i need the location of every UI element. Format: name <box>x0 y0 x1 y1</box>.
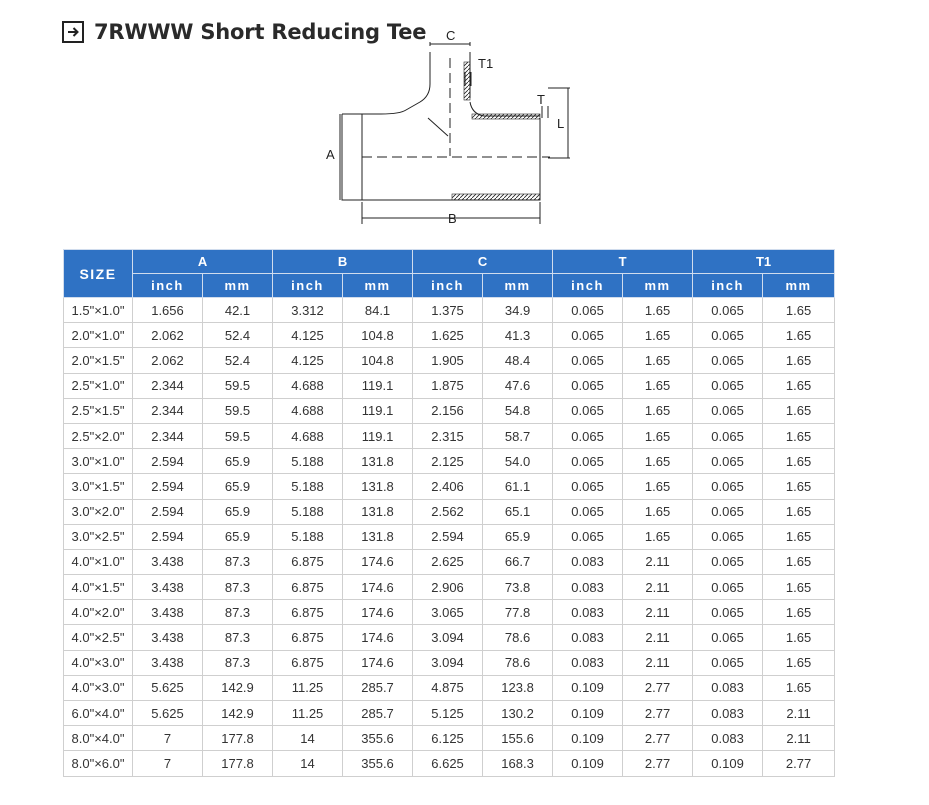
table-cell: 104.8 <box>343 348 413 373</box>
size-cell: 4.0"×1.0" <box>64 549 133 574</box>
table-cell: 123.8 <box>483 675 553 700</box>
size-cell: 4.0"×3.0" <box>64 650 133 675</box>
table-header-groups <box>64 250 835 274</box>
table-cell: 174.6 <box>343 650 413 675</box>
table-cell: 0.083 <box>553 549 623 574</box>
table-cell: 54.0 <box>483 449 553 474</box>
dim-label-c: C <box>446 28 456 43</box>
table-row <box>64 675 835 700</box>
table-cell: 0.083 <box>553 625 623 650</box>
table-cell: 87.3 <box>203 575 273 600</box>
table-cell: 2.125 <box>413 449 483 474</box>
table-cell: 142.9 <box>203 701 273 726</box>
table-cell: 1.375 <box>413 298 483 323</box>
table-cell: 1.65 <box>763 373 835 398</box>
table-cell: 42.1 <box>203 298 273 323</box>
table-row <box>64 575 835 600</box>
table-cell: 3.094 <box>413 625 483 650</box>
table-cell: 1.65 <box>623 348 693 373</box>
table-cell: 0.065 <box>553 298 623 323</box>
table-cell: 174.6 <box>343 625 413 650</box>
unit-header-inch: inch <box>693 274 763 298</box>
table-cell: 66.7 <box>483 549 553 574</box>
table-cell: 1.65 <box>763 449 835 474</box>
size-cell: 4.0"×2.0" <box>64 600 133 625</box>
table-cell: 0.065 <box>693 499 763 524</box>
table-cell: 2.594 <box>133 449 203 474</box>
table-cell: 6.875 <box>273 549 343 574</box>
table-cell: 6.875 <box>273 625 343 650</box>
size-cell: 2.5"×1.0" <box>64 373 133 398</box>
table-cell: 7 <box>133 751 203 776</box>
table-cell: 1.65 <box>763 650 835 675</box>
table-cell: 3.438 <box>133 549 203 574</box>
table-cell: 87.3 <box>203 549 273 574</box>
table-cell: 0.065 <box>693 625 763 650</box>
table-cell: 41.3 <box>483 323 553 348</box>
table-cell: 65.9 <box>203 524 273 549</box>
table-cell: 4.125 <box>273 348 343 373</box>
table-cell: 2.77 <box>623 751 693 776</box>
table-cell: 59.5 <box>203 398 273 423</box>
column-group-b: B <box>273 250 413 274</box>
table-cell: 3.065 <box>413 600 483 625</box>
table-cell: 1.65 <box>763 625 835 650</box>
table-row <box>64 524 835 549</box>
table-cell: 1.625 <box>413 323 483 348</box>
table-cell: 4.688 <box>273 398 343 423</box>
table-cell: 0.083 <box>553 650 623 675</box>
table-cell: 2.156 <box>413 398 483 423</box>
table-cell: 2.315 <box>413 423 483 448</box>
column-group-t1: T1 <box>693 250 835 274</box>
table-cell: 0.083 <box>553 600 623 625</box>
table-cell: 52.4 <box>203 323 273 348</box>
unit-header-inch: inch <box>133 274 203 298</box>
table-cell: 1.65 <box>763 499 835 524</box>
size-cell: 4.0"×3.0" <box>64 675 133 700</box>
reducing-tee-diagram <box>320 22 590 232</box>
table-cell: 5.188 <box>273 524 343 549</box>
table-cell: 0.065 <box>553 348 623 373</box>
table-cell: 2.594 <box>133 499 203 524</box>
table-cell: 0.083 <box>693 675 763 700</box>
table-cell: 5.625 <box>133 701 203 726</box>
table-cell: 1.65 <box>623 524 693 549</box>
table-cell: 0.109 <box>553 751 623 776</box>
table-cell: 84.1 <box>343 298 413 323</box>
table-row <box>64 751 835 776</box>
table-cell: 4.125 <box>273 323 343 348</box>
table-cell: 0.065 <box>693 323 763 348</box>
table-cell: 0.065 <box>693 650 763 675</box>
table-cell: 355.6 <box>343 751 413 776</box>
table-cell: 5.625 <box>133 675 203 700</box>
table-cell: 177.8 <box>203 726 273 751</box>
size-cell: 8.0"×4.0" <box>64 726 133 751</box>
table-cell: 1.65 <box>763 348 835 373</box>
table-cell: 1.65 <box>623 298 693 323</box>
size-cell: 2.5"×1.5" <box>64 398 133 423</box>
table-cell: 0.065 <box>553 499 623 524</box>
table-cell: 1.875 <box>413 373 483 398</box>
table-cell: 0.083 <box>553 575 623 600</box>
table-cell: 0.065 <box>553 423 623 448</box>
unit-header-inch: inch <box>413 274 483 298</box>
table-header-units <box>64 274 835 298</box>
table-cell: 1.65 <box>623 373 693 398</box>
table-cell: 3.438 <box>133 625 203 650</box>
table-cell: 0.065 <box>693 575 763 600</box>
page-title: 7RWWW Short Reducing Tee <box>94 20 427 44</box>
table-cell: 6.625 <box>413 751 483 776</box>
size-cell: 1.5"×1.0" <box>64 298 133 323</box>
table-cell: 177.8 <box>203 751 273 776</box>
dim-label-t1: T1 <box>478 56 494 71</box>
table-row <box>64 650 835 675</box>
table-cell: 1.65 <box>763 323 835 348</box>
table-cell: 54.8 <box>483 398 553 423</box>
table-cell: 0.065 <box>693 600 763 625</box>
size-cell: 6.0"×4.0" <box>64 701 133 726</box>
table-cell: 2.625 <box>413 549 483 574</box>
table-cell: 0.065 <box>693 373 763 398</box>
table-cell: 14 <box>273 726 343 751</box>
table-cell: 52.4 <box>203 348 273 373</box>
table-cell: 78.6 <box>483 650 553 675</box>
table-cell: 1.65 <box>763 423 835 448</box>
table-cell: 119.1 <box>343 373 413 398</box>
table-cell: 6.125 <box>413 726 483 751</box>
dim-label-a: A <box>326 147 335 162</box>
dim-label-b: B <box>448 211 457 226</box>
table-cell: 119.1 <box>343 423 413 448</box>
table-cell: 0.065 <box>693 524 763 549</box>
table-cell: 1.65 <box>763 600 835 625</box>
unit-header-inch: inch <box>273 274 343 298</box>
table-cell: 104.8 <box>343 323 413 348</box>
size-cell: 3.0"×1.0" <box>64 449 133 474</box>
table-body <box>64 298 835 777</box>
table-row <box>64 423 835 448</box>
table-cell: 5.125 <box>413 701 483 726</box>
size-cell: 3.0"×2.0" <box>64 499 133 524</box>
unit-header-inch: inch <box>553 274 623 298</box>
table-cell: 2.344 <box>133 373 203 398</box>
arrow-right-box-icon <box>62 21 84 43</box>
table-cell: 65.9 <box>203 474 273 499</box>
size-cell: 3.0"×2.5" <box>64 524 133 549</box>
table-cell: 5.188 <box>273 474 343 499</box>
table-cell: 5.188 <box>273 499 343 524</box>
size-cell: 2.0"×1.5" <box>64 348 133 373</box>
table-cell: 2.062 <box>133 323 203 348</box>
table-cell: 1.65 <box>763 298 835 323</box>
table-cell: 1.65 <box>763 474 835 499</box>
table-cell: 131.8 <box>343 499 413 524</box>
size-cell: 4.0"×2.5" <box>64 625 133 650</box>
table-cell: 0.065 <box>693 549 763 574</box>
table-cell: 0.065 <box>693 423 763 448</box>
table-cell: 48.4 <box>483 348 553 373</box>
table-cell: 6.875 <box>273 575 343 600</box>
table-cell: 0.109 <box>553 701 623 726</box>
size-cell: 2.5"×2.0" <box>64 423 133 448</box>
table-cell: 3.438 <box>133 575 203 600</box>
table-row <box>64 549 835 574</box>
table-cell: 0.065 <box>693 348 763 373</box>
table-cell: 65.9 <box>203 449 273 474</box>
table-cell: 2.11 <box>623 625 693 650</box>
table-row <box>64 449 835 474</box>
table-row <box>64 726 835 751</box>
table-cell: 2.77 <box>623 726 693 751</box>
table-cell: 168.3 <box>483 751 553 776</box>
table-cell: 3.094 <box>413 650 483 675</box>
table-cell: 6.875 <box>273 650 343 675</box>
table-cell: 1.65 <box>623 323 693 348</box>
table-cell: 0.065 <box>553 323 623 348</box>
table-cell: 1.65 <box>623 474 693 499</box>
table-cell: 2.77 <box>623 675 693 700</box>
table-cell: 2.594 <box>413 524 483 549</box>
size-cell: 8.0"×6.0" <box>64 751 133 776</box>
unit-header-mm: mm <box>203 274 273 298</box>
table-cell: 0.065 <box>553 373 623 398</box>
table-cell: 3.312 <box>273 298 343 323</box>
table-cell: 2.77 <box>623 701 693 726</box>
column-group-c: C <box>413 250 553 274</box>
table-cell: 131.8 <box>343 524 413 549</box>
unit-header-mm: mm <box>763 274 835 298</box>
table-cell: 59.5 <box>203 423 273 448</box>
table-cell: 0.109 <box>553 726 623 751</box>
table-cell: 1.65 <box>763 398 835 423</box>
table-cell: 2.062 <box>133 348 203 373</box>
table-cell: 0.065 <box>553 398 623 423</box>
table-cell: 11.25 <box>273 675 343 700</box>
table-cell: 61.1 <box>483 474 553 499</box>
table-cell: 0.109 <box>693 751 763 776</box>
table-cell: 4.688 <box>273 423 343 448</box>
table-cell: 0.065 <box>553 449 623 474</box>
dim-label-t: T <box>537 92 545 107</box>
table-cell: 14 <box>273 751 343 776</box>
table-cell: 2.344 <box>133 398 203 423</box>
table-cell: 155.6 <box>483 726 553 751</box>
table-row <box>64 323 835 348</box>
table-cell: 119.1 <box>343 398 413 423</box>
table-cell: 0.083 <box>693 726 763 751</box>
table-cell: 2.594 <box>133 524 203 549</box>
table-cell: 174.6 <box>343 575 413 600</box>
table-row <box>64 398 835 423</box>
table-cell: 59.5 <box>203 373 273 398</box>
size-cell: 4.0"×1.5" <box>64 575 133 600</box>
table-cell: 0.083 <box>693 701 763 726</box>
table-cell: 1.905 <box>413 348 483 373</box>
table-cell: 2.11 <box>623 600 693 625</box>
table-cell: 2.11 <box>623 549 693 574</box>
column-group-a: A <box>133 250 273 274</box>
table-cell: 78.6 <box>483 625 553 650</box>
column-header-size: SIZE <box>64 250 133 298</box>
table-cell: 1.65 <box>623 423 693 448</box>
table-cell: 1.65 <box>623 499 693 524</box>
table-row <box>64 474 835 499</box>
unit-header-mm: mm <box>623 274 693 298</box>
table-cell: 0.065 <box>693 298 763 323</box>
table-cell: 1.656 <box>133 298 203 323</box>
table-cell: 47.6 <box>483 373 553 398</box>
table-cell: 174.6 <box>343 549 413 574</box>
table-cell: 2.344 <box>133 423 203 448</box>
table-cell: 4.688 <box>273 373 343 398</box>
table-cell: 77.8 <box>483 600 553 625</box>
table-cell: 2.406 <box>413 474 483 499</box>
table-cell: 11.25 <box>273 701 343 726</box>
table-cell: 87.3 <box>203 650 273 675</box>
table-row <box>64 298 835 323</box>
table-row <box>64 701 835 726</box>
table-cell: 0.065 <box>693 474 763 499</box>
table-cell: 142.9 <box>203 675 273 700</box>
table-cell: 1.65 <box>763 675 835 700</box>
table-row <box>64 625 835 650</box>
table-cell: 2.77 <box>763 751 835 776</box>
table-cell: 58.7 <box>483 423 553 448</box>
table-cell: 355.6 <box>343 726 413 751</box>
table-cell: 3.438 <box>133 600 203 625</box>
table-cell: 73.8 <box>483 575 553 600</box>
spec-table <box>63 249 835 777</box>
table-cell: 2.11 <box>623 575 693 600</box>
table-cell: 0.109 <box>553 675 623 700</box>
column-group-t: T <box>553 250 693 274</box>
table-cell: 2.594 <box>133 474 203 499</box>
table-row <box>64 348 835 373</box>
dim-label-l: L <box>557 116 565 131</box>
table-cell: 2.906 <box>413 575 483 600</box>
table-cell: 1.65 <box>763 524 835 549</box>
table-cell: 2.11 <box>623 650 693 675</box>
table-cell: 5.188 <box>273 449 343 474</box>
table-cell: 174.6 <box>343 600 413 625</box>
table-cell: 285.7 <box>343 701 413 726</box>
table-cell: 7 <box>133 726 203 751</box>
unit-header-mm: mm <box>483 274 553 298</box>
table-cell: 3.438 <box>133 650 203 675</box>
table-cell: 87.3 <box>203 600 273 625</box>
size-cell: 2.0"×1.0" <box>64 323 133 348</box>
size-cell: 3.0"×1.5" <box>64 474 133 499</box>
table-cell: 65.9 <box>483 524 553 549</box>
table-cell: 131.8 <box>343 474 413 499</box>
table-cell: 1.65 <box>623 398 693 423</box>
unit-header-mm: mm <box>343 274 413 298</box>
table-cell: 2.11 <box>763 726 835 751</box>
table-cell: 0.065 <box>553 474 623 499</box>
table-cell: 65.1 <box>483 499 553 524</box>
table-cell: 34.9 <box>483 298 553 323</box>
table-cell: 6.875 <box>273 600 343 625</box>
table-cell: 0.065 <box>693 449 763 474</box>
table-cell: 87.3 <box>203 625 273 650</box>
table-cell: 285.7 <box>343 675 413 700</box>
table-cell: 1.65 <box>763 549 835 574</box>
table-row <box>64 600 835 625</box>
table-cell: 131.8 <box>343 449 413 474</box>
table-cell: 1.65 <box>623 449 693 474</box>
table-cell: 130.2 <box>483 701 553 726</box>
table-cell: 65.9 <box>203 499 273 524</box>
table-cell: 0.065 <box>693 398 763 423</box>
table-cell: 2.562 <box>413 499 483 524</box>
table-cell: 2.11 <box>763 701 835 726</box>
table-row <box>64 373 835 398</box>
table-cell: 4.875 <box>413 675 483 700</box>
table-cell: 1.65 <box>763 575 835 600</box>
table-cell: 0.065 <box>553 524 623 549</box>
table-row <box>64 499 835 524</box>
